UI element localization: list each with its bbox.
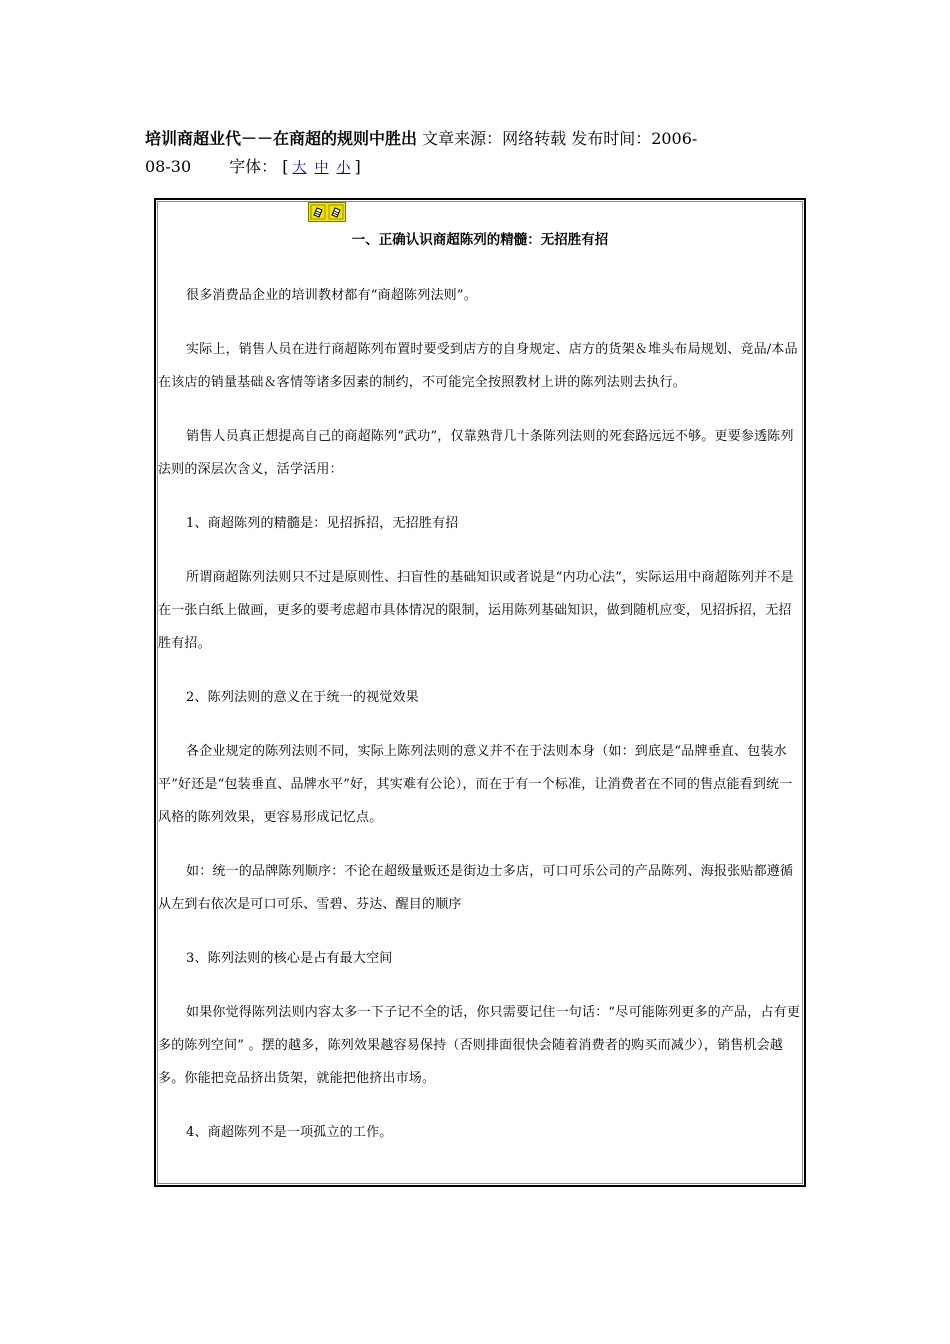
article-paragraph: 实际上，销售人员在进行商超陈列布置时要受到店方的自身规定、店方的货架＆堆头布局规划、竞品/本品在该店的销量基础＆客情等诸多因素的制约，不可能完全按照教材上讲的陈列法则去执行。 <box>158 342 798 390</box>
article-paragraph: 所谓商超陈列法则只不过是原则性、扫盲性的基础知识或者说是“内功心法”，实际运用中商超陈列并不是在一张白纸上做画，更多的要考虑超市具体情况的限制，运用陈列基础知识，做到随机应变，见招拆招，无招胜有招。 <box>158 570 794 651</box>
font-size-label: 字体： <box>229 157 278 176</box>
section-title: 一、正确认识商超陈列的精髓：无招胜有招 <box>351 232 609 248</box>
article-paragraph: 各企业规定的陈列法则不同，实际上陈列法则的意义并不在于法则本身（如：到底是“品牌垂直、包装水平”好还是“包装垂直、品牌水平”好，其实难有公论），而在于有一个标准，让消费者在不同的售点能看到统一风格的陈列效果，更容易形成记忆点。 <box>158 744 793 825</box>
article-paragraph: 很多消费品企业的培训教材都有“商超陈列法则”。 <box>186 288 477 303</box>
font-size-bracket-open: [ <box>282 157 289 176</box>
subheading: 2、陈列法则的意义在于统一的视觉效果 <box>186 690 419 705</box>
print-preview-icon[interactable] <box>327 203 345 221</box>
article-header <box>145 125 815 182</box>
print-icon[interactable] <box>309 203 327 221</box>
article-paragraph: 如果你觉得陈列法则内容太多一下子记不全的话，你只需要记住一句话：“尽可能陈列更多的产品，占有更多的陈列空间” 。摆的越多，陈列效果越容易保持（否则排面很快会随着消费者的购买而减少），销售机会越多。你能把竞品挤出货架，就能把他挤出市场。 <box>158 1005 801 1086</box>
subheading: 4、商超陈列不是一项孤立的工作。 <box>186 1125 393 1140</box>
article-source-meta: 文章来源：网络转载 发布时间：2006- <box>422 129 698 148</box>
article-date-line <box>145 153 815 182</box>
article-paragraph: 如：统一的品牌陈列顺序：不论在超级量贩还是街边士多店，可口可乐公司的产品陈列、海报张贴都遵循从左到右依次是可口可乐、雪碧、芬达、醒目的顺序 <box>158 864 794 912</box>
article-title: 培训商超业代－－在商超的规则中胜出 <box>145 129 418 148</box>
font-size-bracket-close: ] <box>354 157 361 176</box>
article-frame <box>154 198 806 1187</box>
publish-date: 08-30 <box>145 157 192 176</box>
font-size-medium-link[interactable]: 中 <box>314 160 329 176</box>
article-body <box>158 230 802 1170</box>
article-paragraph: 销售人员真正想提高自己的商超陈列“武功”，仅靠熟背几十条陈列法则的死套路远远不够。更要参透陈列法则的深层次含义，活学活用： <box>158 429 794 477</box>
font-size-small-link[interactable]: 小 <box>336 160 351 176</box>
subheading: 3、陈列法则的核心是占有最大空间 <box>186 951 393 966</box>
subheading: 1、商超陈列的精髓是：见招拆招，无招胜有招 <box>186 516 459 531</box>
font-size-large-link[interactable]: 大 <box>292 160 307 176</box>
print-toolbar <box>308 202 346 222</box>
